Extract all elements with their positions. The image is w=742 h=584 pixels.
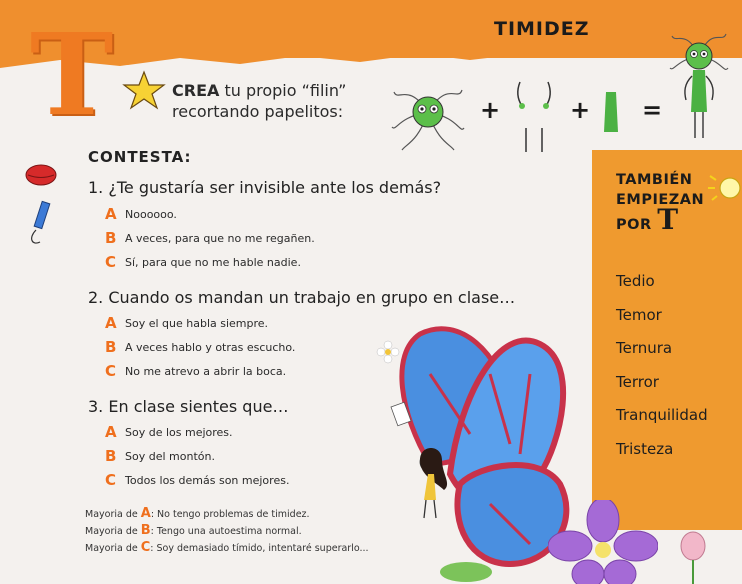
answer-letter: B bbox=[105, 229, 117, 247]
answer-text: Soy del montón. bbox=[125, 449, 215, 463]
intro-line1: tu propio “filin” bbox=[219, 81, 347, 100]
head-cutout-illustration bbox=[388, 72, 468, 152]
summary-text: : No tengo problemas de timidez. bbox=[150, 509, 310, 520]
summary-prefix: Mayoria de bbox=[85, 509, 138, 520]
intro-text bbox=[172, 80, 346, 122]
body-cutout-illustration bbox=[602, 90, 620, 134]
small-leaf-illustration bbox=[436, 556, 496, 584]
pink-flower-illustration bbox=[668, 524, 718, 584]
answer-letter: A bbox=[105, 423, 117, 441]
plus-sign-2: + bbox=[570, 96, 591, 124]
plus-sign-1: + bbox=[480, 96, 501, 124]
answer-2a[interactable] bbox=[105, 314, 268, 332]
summary-prefix: Mayoria de bbox=[85, 543, 138, 554]
lightbulb-icon bbox=[706, 168, 742, 208]
word-item: Tristeza bbox=[616, 440, 674, 458]
word-item: Terror bbox=[616, 373, 659, 391]
side-header bbox=[616, 170, 704, 235]
limbs-cutout-illustration bbox=[512, 78, 556, 156]
answer-1a[interactable] bbox=[105, 205, 177, 223]
answer-letter: A bbox=[105, 314, 117, 332]
summary-letter: C bbox=[140, 540, 151, 555]
side-header-letter: T bbox=[657, 203, 679, 236]
question-3: 3. En clase sientes que… bbox=[88, 397, 289, 416]
small-daisy-illustration bbox=[376, 340, 400, 364]
question-2: 2. Cuando os mandan un trabajo en grupo en clase… bbox=[88, 288, 516, 307]
answer-2c[interactable] bbox=[105, 362, 286, 380]
answer-1b[interactable] bbox=[105, 229, 315, 247]
summary-c bbox=[85, 540, 369, 555]
answer-letter: C bbox=[105, 362, 117, 380]
answer-text: Soy el que habla siempre. bbox=[125, 316, 269, 330]
answer-text: A veces hablo y otras escucho. bbox=[125, 340, 296, 354]
summary-text: : Soy demasiado tímido, intentaré superarlo... bbox=[150, 543, 369, 554]
answer-text: Sí, para que no me hable nadie. bbox=[125, 255, 301, 269]
question-1: 1. ¿Te gustaría ser invisible ante los demás? bbox=[88, 178, 442, 197]
word-item: Ternura bbox=[616, 339, 673, 357]
summary-text: : Tengo una autoestima normal. bbox=[150, 526, 302, 537]
answer-text: Soy de los mejores. bbox=[125, 425, 233, 439]
big-letter-t: T bbox=[30, 10, 114, 141]
side-header-line2: EMPIEZAN bbox=[616, 192, 705, 208]
answer-text: No me atrevo a abrir la boca. bbox=[125, 364, 287, 378]
summary-a bbox=[85, 506, 310, 521]
star-icon bbox=[122, 70, 166, 110]
feeling-equation bbox=[380, 20, 732, 140]
answer-text: A veces, para que no me regañen. bbox=[125, 231, 315, 245]
answer-letter: A bbox=[105, 205, 117, 223]
complete-character-illustration bbox=[668, 22, 730, 140]
side-header-line3: POR bbox=[616, 217, 652, 233]
answer-3a[interactable] bbox=[105, 423, 233, 441]
contesta-heading: CONTESTA: bbox=[88, 148, 192, 166]
word-item: Tedio bbox=[616, 272, 655, 290]
answer-3b[interactable] bbox=[105, 447, 215, 465]
side-header-line1: TAMBIÉN bbox=[616, 172, 693, 188]
summary-prefix: Mayoria de bbox=[85, 526, 138, 537]
answer-text: Todos los demás son mejores. bbox=[125, 473, 290, 487]
purple-flower-illustration bbox=[548, 500, 658, 584]
word-item: Tranquilidad bbox=[616, 406, 708, 424]
answer-3c[interactable] bbox=[105, 471, 289, 489]
answer-letter: B bbox=[105, 447, 117, 465]
equals-sign: = bbox=[642, 96, 663, 124]
summary-letter: B bbox=[140, 523, 151, 538]
answer-1c[interactable] bbox=[105, 253, 301, 271]
summary-b bbox=[85, 523, 302, 538]
answer-letter: B bbox=[105, 338, 117, 356]
summary-letter: A bbox=[140, 506, 151, 521]
answer-letter: C bbox=[105, 253, 117, 271]
word-item: Temor bbox=[616, 306, 662, 324]
answer-2b[interactable] bbox=[105, 338, 295, 356]
lips-icon bbox=[24, 162, 58, 188]
intro-line2: recortando papelitos: bbox=[172, 102, 344, 121]
pen-icon bbox=[26, 200, 56, 246]
page-title: TIMIDEZ bbox=[494, 18, 590, 40]
intro-bold: CREA bbox=[172, 81, 220, 100]
answer-text: Noooooo. bbox=[125, 207, 177, 221]
answer-letter: C bbox=[105, 471, 117, 489]
